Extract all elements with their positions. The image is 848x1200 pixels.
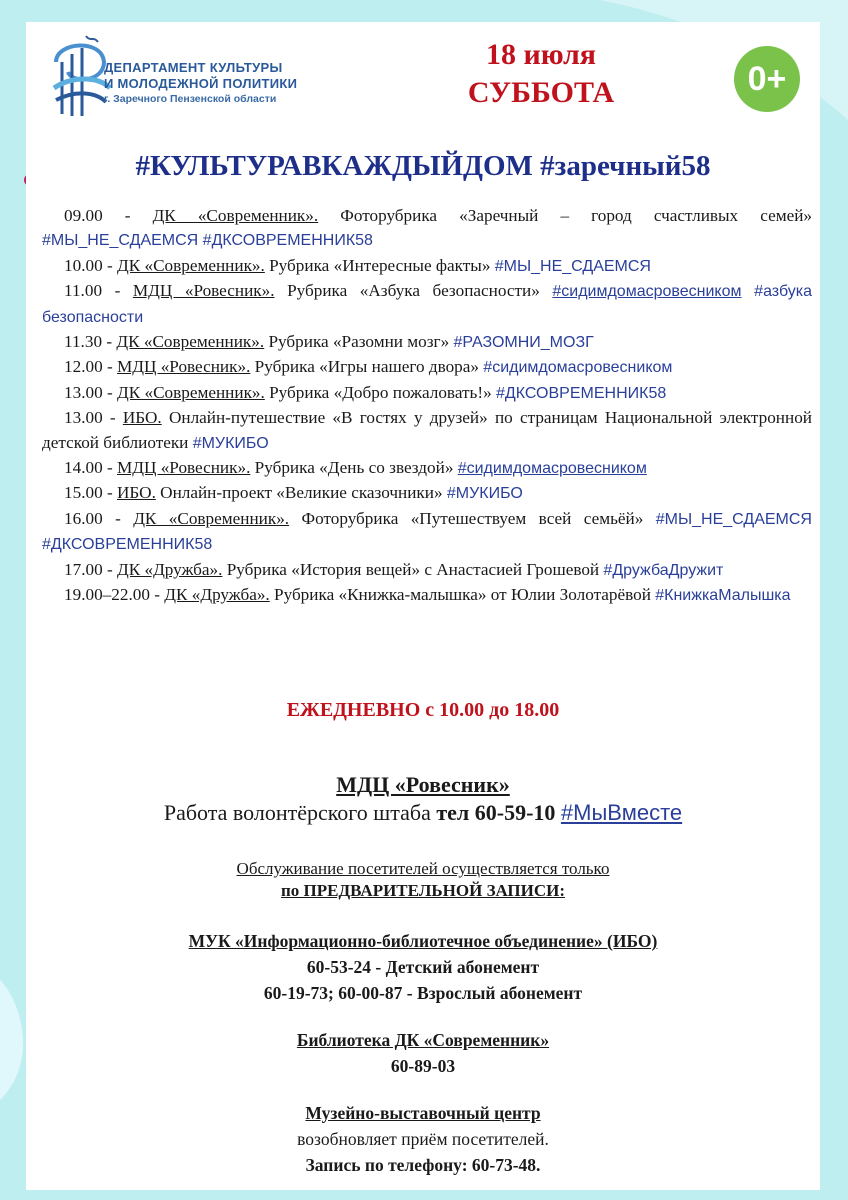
entry-text: Онлайн-проект «Великие сказочники»: [155, 483, 447, 503]
daily-hours: ЕЖЕДНЕВНО с 10.00 до 18.00: [286, 699, 560, 721]
mdc-title: МДЦ «Ровесник»: [336, 772, 510, 797]
entry-hashtags: #РАЗОМНИ_МОЗГ: [453, 334, 594, 352]
entry-time: 10.00 -: [64, 255, 117, 275]
logo-line-1: ДЕПАРТАМЕНТ КУЛЬТУРЫ: [104, 60, 283, 75]
entry-text: Рубрика «Добро пожаловать!»: [264, 382, 496, 402]
date-block: [406, 36, 676, 112]
ibo-label-2: - Взрослый абонемент: [402, 983, 583, 1003]
entry-place: ДК «Дружба».: [117, 559, 223, 579]
mdc-phone: тел 60-59-10: [436, 800, 556, 825]
entry-hashtags: #МЫ_НЕ_СДАЕМСЯ #ДКСОВРЕМЕННИК58: [42, 510, 812, 554]
entry-hashtags: #азбука безопасности: [42, 283, 813, 326]
entry-text: Рубрика «Азбука безопасности»: [274, 281, 553, 301]
schedule-entry: [42, 204, 812, 254]
library-title: Библиотека ДК «Современник»: [296, 1030, 550, 1050]
ibo-phone-1: 60-53-24: [306, 957, 372, 977]
entry-time: 16.00 -: [64, 508, 134, 528]
schedule-entry: [42, 558, 812, 583]
entry-place: ИБО.: [122, 408, 162, 428]
entry-text: Онлайн-путешествие «В гостях у друзей» по страницам Национальной электронной детской библиотеки: [42, 408, 812, 452]
entry-text: Рубрика «Книжка-малышка» от Юлии Золотарёвой: [269, 585, 656, 605]
ibo-title: МУК «Информационно-библиотечное объединение» (ИБО): [188, 931, 658, 951]
ibo-block: [26, 928, 820, 1006]
entry-hashtags: #МУКИБО: [192, 434, 269, 452]
schedule-entry: [42, 330, 812, 355]
entry-hashtags: #ДружбаДружит: [603, 561, 724, 579]
entry-hashtags: #КнижкаМалышка: [655, 587, 791, 605]
entry-time: 11.00 -: [64, 281, 133, 301]
date: 18 июля: [485, 38, 597, 71]
museum-block: [26, 1100, 820, 1178]
entry-place: ИБО.: [117, 483, 156, 503]
notice: [26, 858, 820, 902]
entry-place: МДЦ «Ровесник».: [117, 357, 251, 377]
entry-hashtag-link[interactable]: #сидимдомасровесником: [552, 283, 742, 301]
entry-text: Фоторубрика «Заречный – город счастливых семей»: [318, 206, 812, 225]
entry-place: ДК «Современник».: [117, 382, 265, 402]
entry-place: ДК «Современник».: [133, 508, 290, 528]
entry-text: Рубрика «Игры нашего двора»: [250, 357, 484, 377]
entry-hashtags: #МЫ_НЕ_СДАЕМСЯ: [494, 257, 651, 275]
entry-time: 13.00 -: [64, 408, 123, 428]
notice-line-1: Обслуживание посетителей осуществляется только: [236, 859, 610, 878]
schedule-entry: [42, 456, 812, 481]
entry-text: Рубрика «День со звездой»: [250, 458, 458, 478]
schedule-entry: [42, 355, 812, 380]
museum-line-1: возобновляет приём посетителей.: [297, 1129, 549, 1149]
entry-text: Рубрика «Интересные факты»: [264, 255, 495, 275]
entry-time: 19.00–22.00 -: [64, 585, 165, 605]
ibo-line-2: [26, 980, 820, 1006]
mdc-text: Работа волонтёрского штаба: [163, 800, 437, 825]
entry-place: ДК «Современник».: [152, 206, 319, 225]
entry-place: МДЦ «Ровесник».: [132, 281, 275, 301]
ibo-line-1: [26, 954, 820, 980]
entry-hashtags: #ДКСОВРЕМЕННИК58: [495, 384, 667, 402]
entry-time: 15.00 -: [64, 483, 117, 503]
entry-time: 13.00 -: [64, 382, 117, 402]
notice-line-2: по ПРЕДВАРИТЕЛЬНОЙ ЗАПИСИ:: [280, 881, 566, 900]
mdc-hashtag-link[interactable]: #МыВместе: [560, 800, 683, 825]
entry-time: 09.00 -: [64, 206, 153, 225]
ibo-label-1: - Детский абонемент: [371, 957, 540, 977]
logo-line-2: И МОЛОДЕЖНОЙ ПОЛИТИКИ: [104, 76, 298, 91]
schedule-entry: [42, 279, 812, 330]
entry-time: 11.30 -: [64, 332, 117, 352]
schedule-entry: [42, 481, 812, 506]
entry-hashtags: #МУКИБО: [446, 485, 523, 503]
entry-hashtags: #МЫ_НЕ_СДАЕМСЯ #ДКСОВРЕМЕННИК58: [42, 232, 373, 250]
entry-place: МДЦ «Ровесник».: [117, 458, 251, 478]
entry-time: 17.00 -: [64, 559, 117, 579]
museum-title: Музейно-выставочный центр: [305, 1103, 541, 1123]
schedule-entry: [42, 406, 812, 456]
entry-place: ДК «Современник».: [116, 332, 265, 352]
weekday: СУББОТА: [467, 76, 615, 109]
entry-hashtag-link[interactable]: #сидимдомасровесником: [457, 460, 647, 478]
entry-place: ДК «Дружба».: [164, 585, 270, 605]
entry-time: 14.00 -: [64, 458, 117, 478]
logo-line-3: г. Заречного Пензенской области: [104, 93, 277, 105]
schedule-entry: [42, 381, 812, 406]
entry-text: Рубрика «История вещей» с Анастасией Грошевой: [222, 559, 604, 579]
page-sheet: [26, 22, 820, 1190]
library-block: [26, 1027, 820, 1079]
entry-text: Рубрика «Разомни мозг»: [264, 332, 454, 352]
schedule-entry: [42, 254, 812, 279]
entry-hashtags: #сидимдомасровесником: [483, 359, 673, 377]
logo-text: [104, 60, 297, 106]
age-rating-badge: 0+: [734, 46, 800, 112]
schedule-list: [42, 204, 812, 609]
ibo-phone-2: 60-19-73; 60-00-87: [263, 983, 403, 1003]
entry-text: Фоторубрика «Путешествуем всей семьёй»: [289, 508, 656, 528]
entry-time: 12.00 -: [64, 357, 117, 377]
museum-line-2: Запись по телефону: 60-73-48.: [305, 1155, 541, 1175]
hashtag-title: #КУЛЬТУРАВКАЖДЫЙДОМ #заречный58: [135, 150, 711, 182]
entry-place: ДК «Современник».: [117, 255, 265, 275]
mdc-volunteer-line: [26, 800, 820, 826]
schedule-entry: [42, 583, 812, 608]
schedule-entry: [42, 507, 812, 558]
library-phone: 60-89-03: [390, 1056, 456, 1076]
